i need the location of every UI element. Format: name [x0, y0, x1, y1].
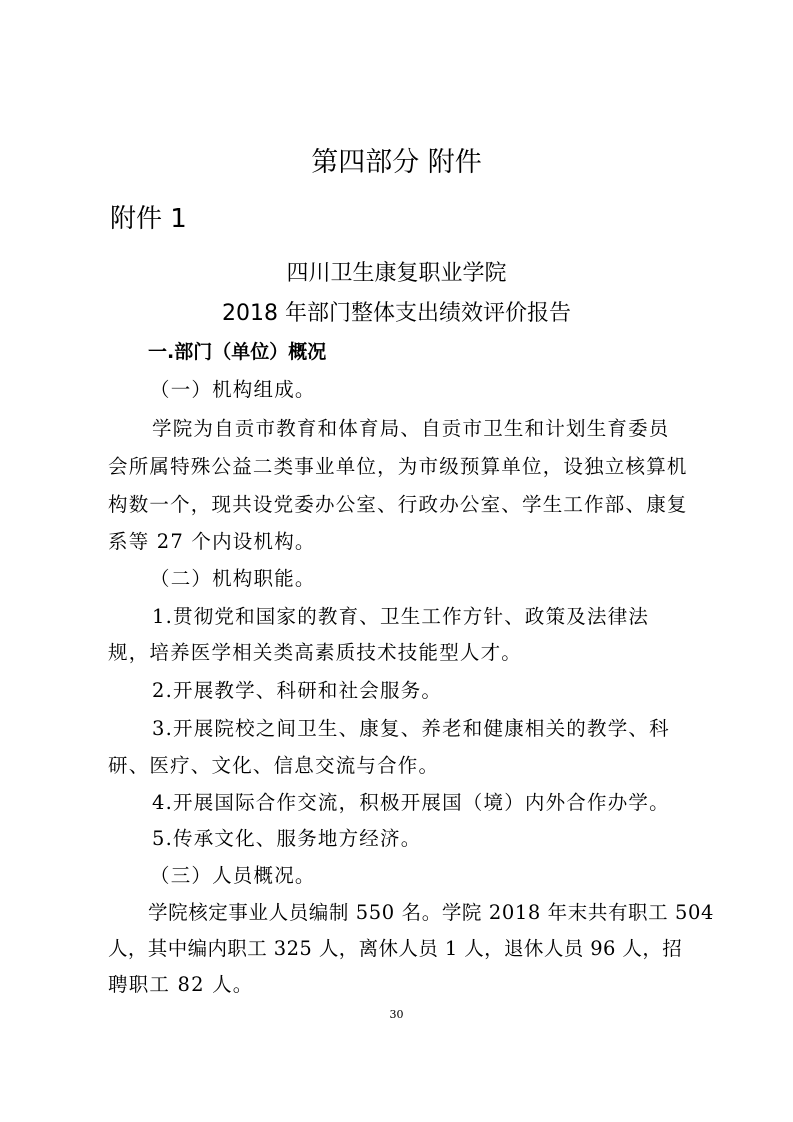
body-line: 2.开展教学、科研和社会服务。: [152, 679, 443, 702]
body-line: 聘职工 82 人。: [108, 973, 254, 996]
body-line: 系等 27 个内设机构。: [108, 530, 316, 553]
attachment-label: 附件 1: [110, 204, 187, 234]
report-title-line1: 四川卫生康复职业学院: [286, 261, 507, 286]
section-heading: 一.部门（单位）概况: [148, 341, 327, 363]
body-line: 会所属特殊公益二类事业单位，为市级预算单位，设独立核算机: [108, 455, 688, 478]
body-line: 1.贯彻党和国家的教育、卫生工作方针、政策及法律法: [152, 605, 650, 628]
body-line: 5.传承文化、服务地方经济。: [152, 827, 422, 850]
subsection-heading-3: （三）人员概况。: [150, 864, 316, 887]
page-number: 30: [389, 1008, 404, 1021]
body-line: 人，其中编内职工 325 人，离休人员 1 人，退休人员 96 人，招: [108, 937, 683, 960]
report-title-line2: 2018 年部门整体支出绩效评价报告: [222, 301, 571, 326]
body-line: 研、医疗、文化、信息交流与合作。: [108, 754, 440, 777]
body-line: 构数一个，现共设党委办公室、行政办公室、学生工作部、康复: [108, 493, 688, 516]
body-line: 3.开展院校之间卫生、康复、养老和健康相关的教学、科: [152, 717, 670, 740]
body-line: 规，培养医学相关类高素质技术技能型人才。: [108, 641, 523, 664]
body-line: 4.开展国际合作交流，积极开展国（境）内外合作办学。: [152, 791, 670, 814]
part-title: 第四部分 附件: [311, 147, 482, 178]
body-line: 学院为自贡市教育和体育局、自贡市卫生和计划生育委员: [152, 417, 670, 440]
subsection-heading-1: （一）机构组成。: [150, 378, 316, 401]
body-line: 学院核定事业人员编制 550 名。学院 2018 年末共有职工 504: [148, 901, 715, 924]
subsection-heading-2: （二）机构职能。: [150, 567, 316, 590]
